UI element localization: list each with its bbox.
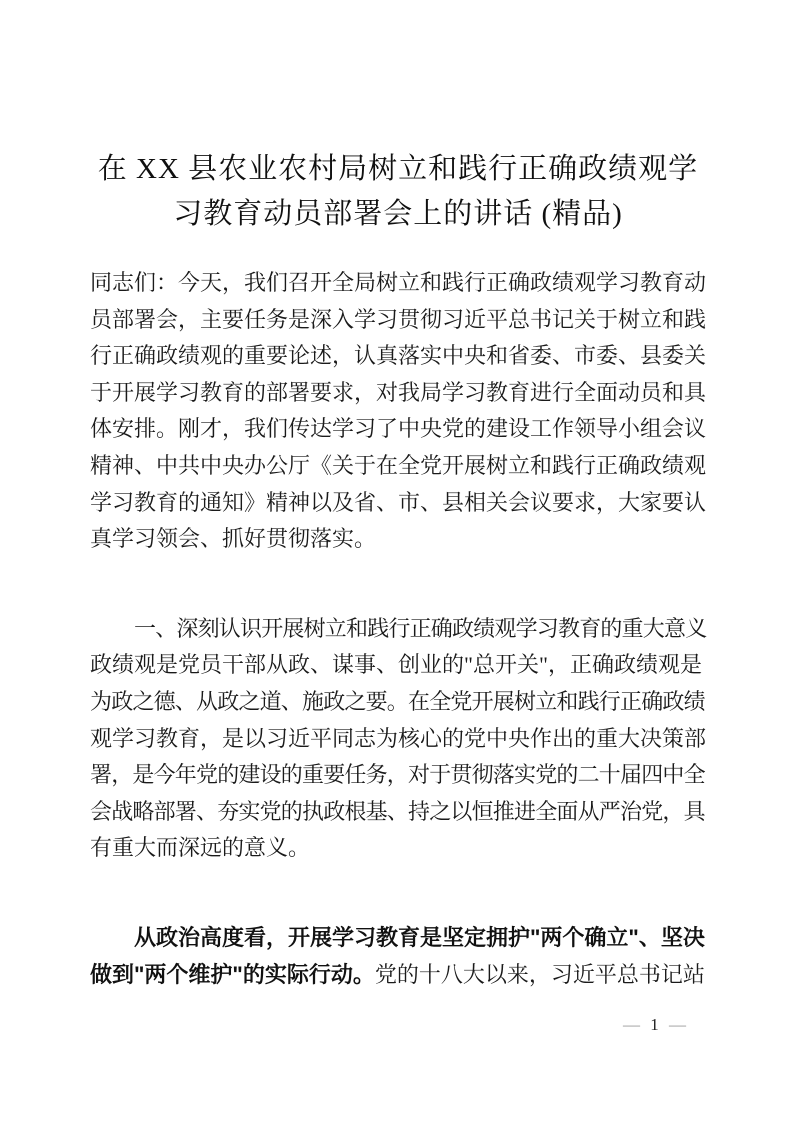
document-title-line-2: 习教育动员部署会上的讲话 (精品) [173,198,623,230]
text-segment: 员部署会，主要任务是深入学习贯彻习近平总书记关于树立和践 [90,306,707,332]
text-segment: 同志们：今天，我们召开全局树立和践行正确政绩观学习教育动 [90,270,707,295]
text-segment: 署，是今年党的建设的重要任务，对于贯彻落实党的二十届四中全 [90,762,705,788]
page-number-left-dash: — [623,1015,640,1035]
document-title [90,147,706,237]
paragraph-intro [90,265,706,558]
text-line [90,411,706,448]
text-segment: 观学习教育，是以习近平同志为核心的党中央作出的重大决策部 [90,725,707,751]
text-segment: 为政之德、从政之道、施政之要。在全党开展树立和践行正确政绩 [90,688,705,714]
text-line [90,338,706,375]
text-line [90,830,706,867]
text-segment: 行正确政绩观的重要论述，认真落实中央和省委、市委、县委关 [90,343,707,369]
text-segment: 会战略部署、夯实党的执政根基、持之以恒推进全面从严治党，具 [90,798,705,824]
text-line [90,521,706,558]
page-number-right-dash: — [669,1015,686,1035]
text-segment: 一、深刻认识开展树立和践行正确政绩观学习教育的重大意义 [134,615,707,641]
bold-text-segment: 从政治高度看，开展学习教育是坚定拥护"两个确立"、坚决 [134,924,705,950]
text-line [90,757,706,794]
text-line [90,957,706,994]
text-line [90,375,706,412]
text-line [90,920,706,957]
text-line [90,302,706,339]
page-number [90,1013,706,1037]
page-number-value: 1 [650,1015,659,1035]
text-line [90,684,706,721]
text-line [90,611,706,648]
text-segment: 有重大而深远的意义。 [90,835,311,861]
text-segment: 党的十八大以来，习近平总书记站 [374,961,705,987]
text-segment: 政绩观是党员干部从政、谋事、创业的"总开关"，正确政绩观是 [90,652,702,678]
text-line [90,647,706,684]
text-line [90,721,706,758]
text-line [90,485,706,522]
text-segment: 于开展学习教育的部署要求，对我局学习教育进行全面动员和具 [90,379,707,405]
bold-text-segment: 做到"两个维护"的实际行动。 [90,961,375,987]
text-segment: 精神、中共中央办公厅《关于在全党开展树立和践行正确政绩观 [90,452,707,478]
text-segment: 体安排。刚才，我们传达学习了中央党的建设工作领导小组会议 [90,416,707,442]
paragraph-political-height [90,920,706,993]
document-body [90,265,706,993]
text-segment: 真学习领会、抓好贯彻落实。 [90,526,377,552]
paragraph-section-one-significance [90,611,706,867]
text-segment: 学习教育的通知》精神以及省、市、县相关会议要求，大家要认 [90,489,707,515]
text-line [90,265,706,302]
text-line [90,448,706,485]
text-line [90,794,706,831]
document-content [90,147,706,1037]
document-title-line-1: 在 XX 县农业农村局树立和践行正确政绩观学 [97,153,699,185]
